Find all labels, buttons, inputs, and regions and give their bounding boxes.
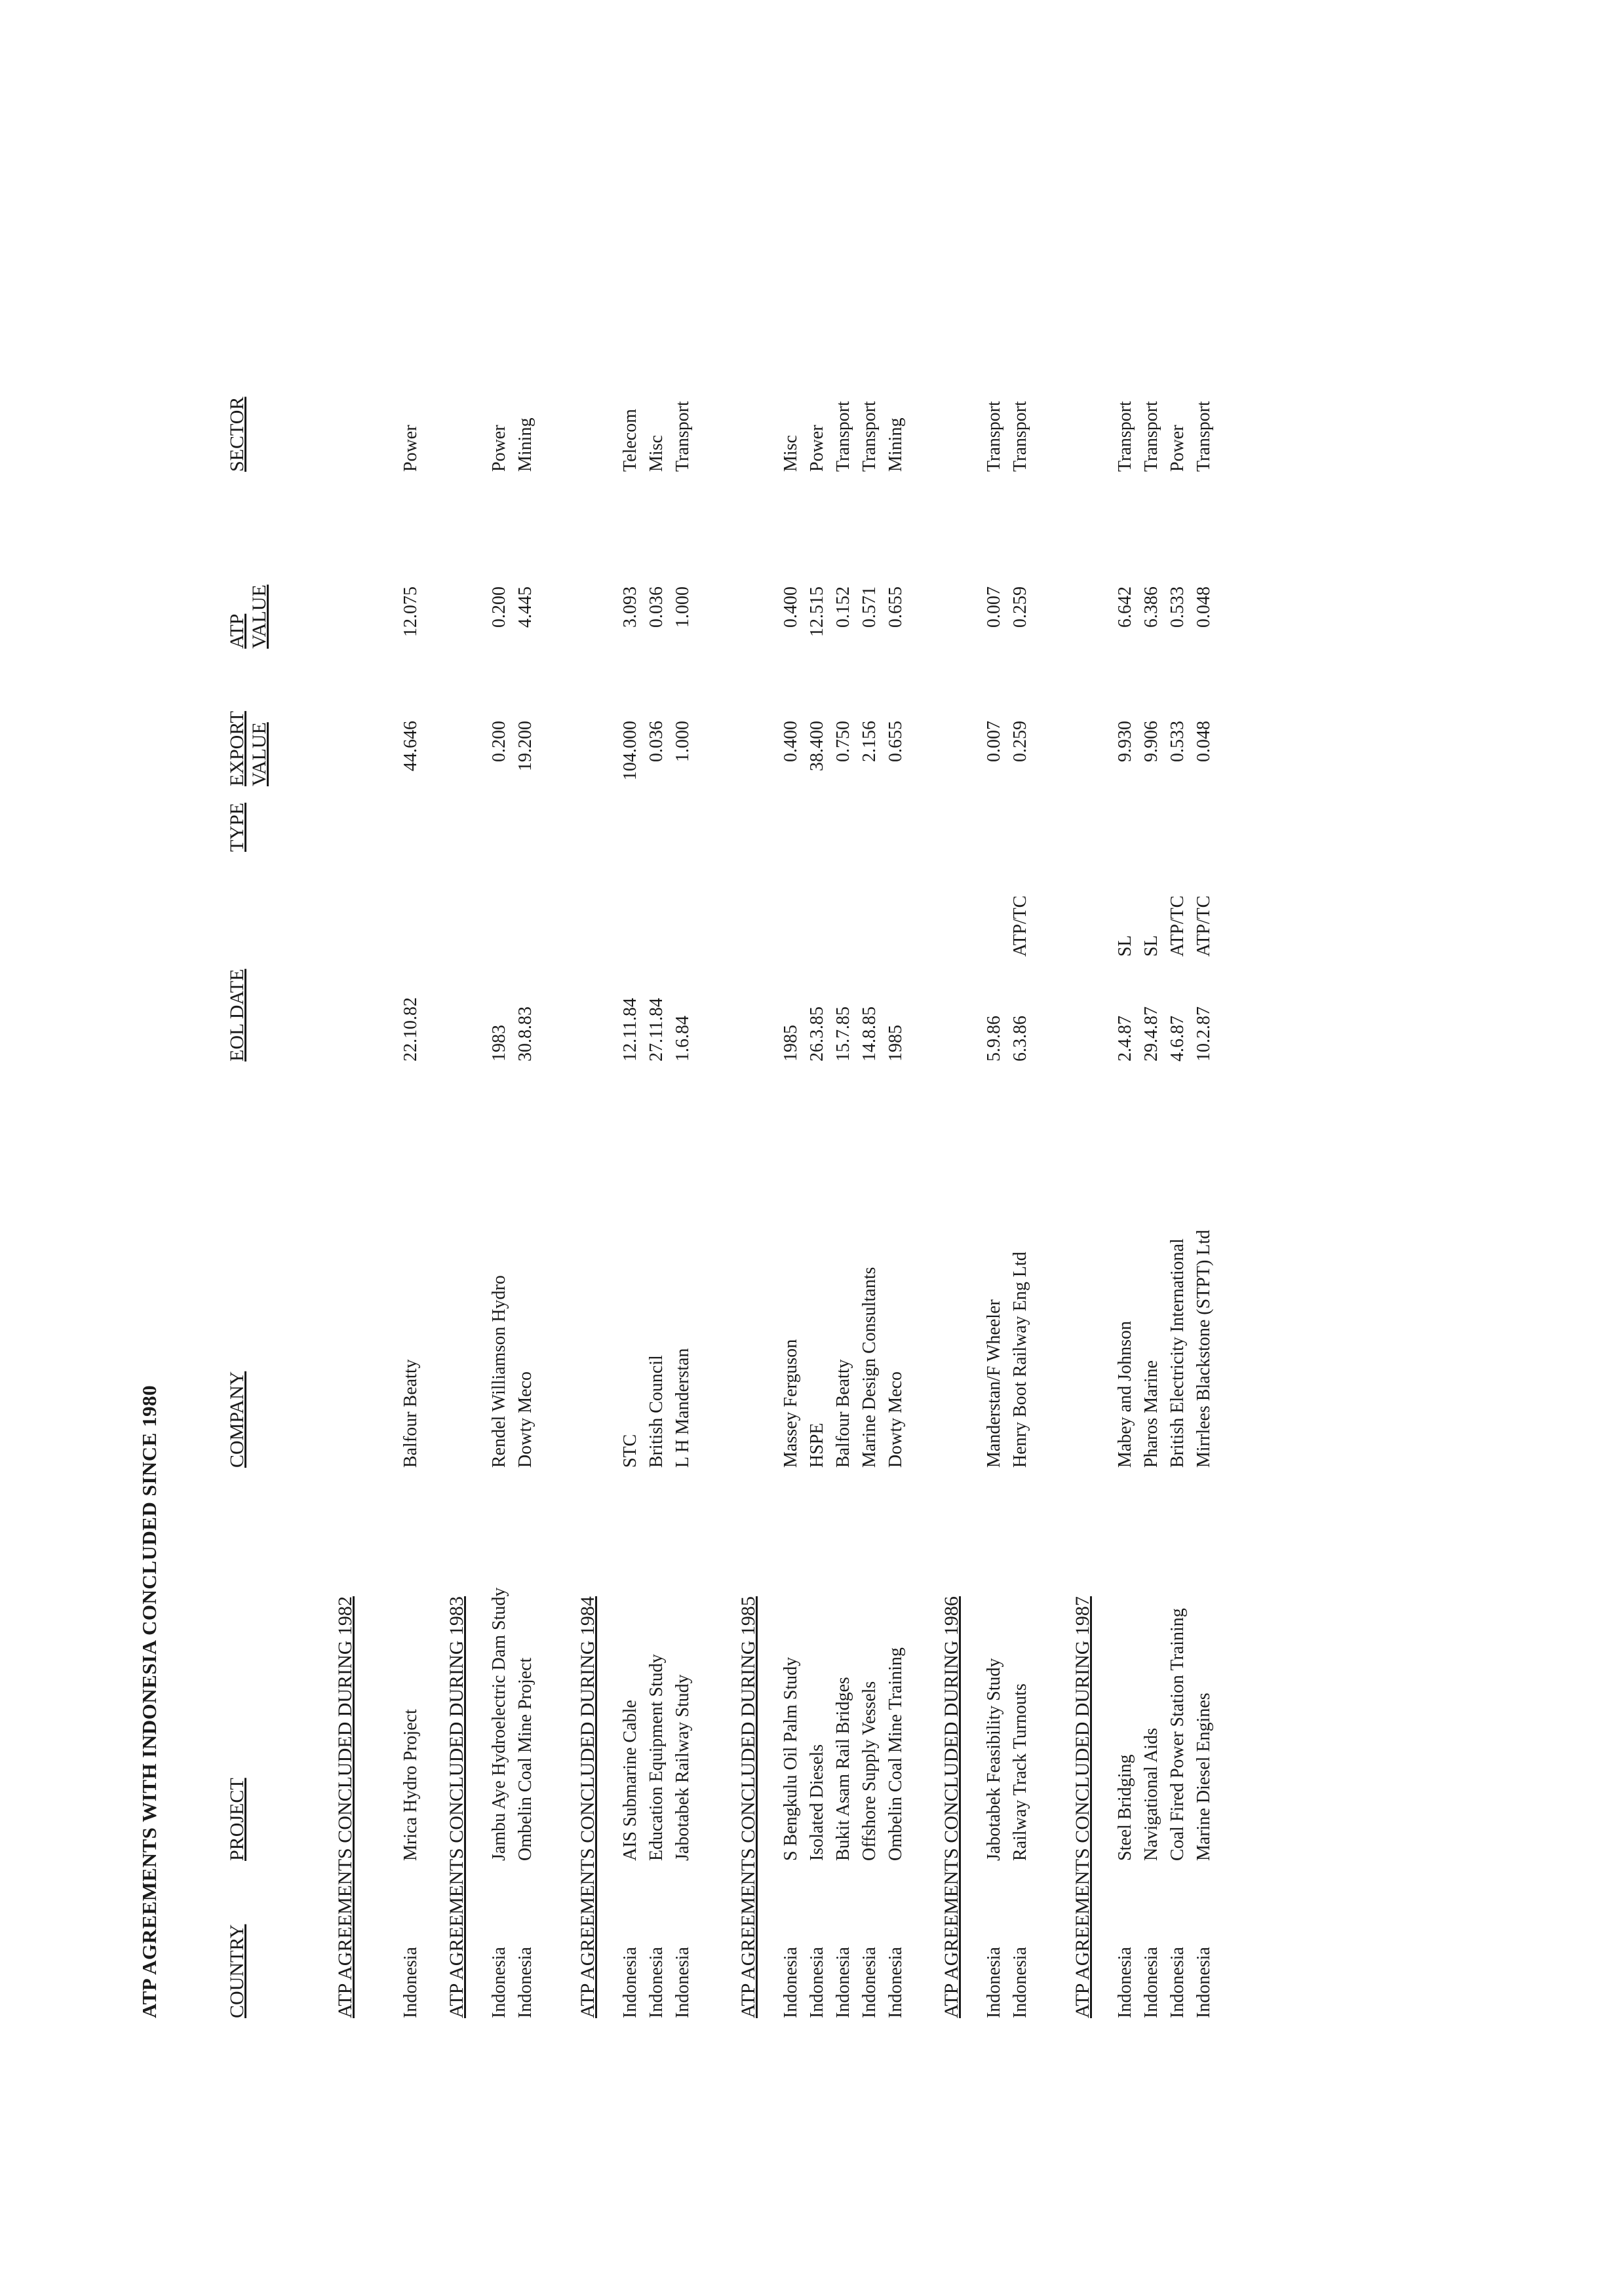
document-title: ATP AGREEMENTS WITH INDONESIA CONCLUDED SINCE 1980 bbox=[138, 1385, 161, 2018]
cell-sector: Mining bbox=[515, 417, 535, 472]
cell-project: Railway Track Turnouts bbox=[1010, 1683, 1030, 1861]
cell-project: Jabotabek Railway Study bbox=[672, 1674, 693, 1861]
cell-atp: 0.200 bbox=[489, 586, 509, 628]
cell-project: Marine Diesel Engines bbox=[1194, 1693, 1214, 1861]
cell-company: Mabey and Johnson bbox=[1115, 1321, 1135, 1468]
cell-eol: 1985 bbox=[781, 1025, 801, 1062]
cell-atp: 0.007 bbox=[984, 586, 1004, 628]
cell-company: L H Manderstan bbox=[672, 1348, 693, 1468]
cell-eol: 27.11.84 bbox=[646, 998, 667, 1062]
cell-export: 0.750 bbox=[833, 721, 853, 762]
cell-atp: 12.075 bbox=[400, 586, 421, 637]
cell-type: SL bbox=[1141, 935, 1161, 957]
header-company: COMPANY bbox=[226, 1371, 248, 1468]
cell-company: Dowty Meco bbox=[515, 1371, 535, 1468]
header-eol-date: EOL DATE bbox=[226, 968, 248, 1062]
cell-sector: Transport bbox=[984, 401, 1004, 472]
cell-eol: 2.4.87 bbox=[1115, 1016, 1135, 1062]
section-heading: ATP AGREEMENTS CONCLUDED DURING 1985 bbox=[737, 1596, 759, 2018]
cell-export: 44.646 bbox=[400, 721, 421, 771]
cell-atp: 4.445 bbox=[515, 586, 535, 628]
cell-company: Marine Design Consultants bbox=[859, 1267, 880, 1468]
table-row bbox=[983, 0, 1005, 2018]
cell-project: Isolated Diesels bbox=[807, 1744, 827, 1861]
section-heading: ATP AGREEMENTS CONCLUDED DURING 1987 bbox=[1072, 1596, 1093, 2018]
cell-atp: 0.571 bbox=[859, 586, 880, 628]
cell-project: S Bengkulu Oil Palm Study bbox=[781, 1656, 801, 1861]
cell-atp: 0.259 bbox=[1010, 586, 1030, 628]
cell-atp: 1.000 bbox=[672, 586, 693, 628]
cell-export: 0.036 bbox=[646, 721, 667, 762]
cell-project: Bukit Asam Rail Bridges bbox=[833, 1677, 853, 1861]
table-row bbox=[1193, 0, 1215, 2018]
table-row bbox=[400, 0, 422, 2018]
cell-project: Mrica Hydro Project bbox=[400, 1709, 421, 1861]
cell-atp: 6.642 bbox=[1115, 586, 1135, 628]
cell-type: ATP/TC bbox=[1010, 895, 1030, 957]
cell-eol: 15.7.85 bbox=[833, 1006, 853, 1062]
cell-export: 19.200 bbox=[515, 721, 535, 771]
cell-project: Ombelin Coal Mine Training bbox=[885, 1647, 906, 1861]
cell-sector: Transport bbox=[859, 401, 880, 472]
table-row bbox=[488, 0, 511, 2018]
cell-export: 0.655 bbox=[885, 721, 906, 762]
section-heading: ATP AGREEMENTS CONCLUDED DURING 1983 bbox=[446, 1596, 467, 2018]
cell-project: Ombelin Coal Mine Project bbox=[515, 1657, 535, 1861]
cell-project: Navigational Aids bbox=[1141, 1728, 1161, 1861]
cell-company: Massey Ferguson bbox=[781, 1339, 801, 1468]
cell-company: Manderstan/F Wheeler bbox=[984, 1299, 1004, 1468]
cell-eol: 12.11.84 bbox=[620, 998, 640, 1062]
table-row bbox=[1009, 0, 1032, 2018]
cell-atp: 0.048 bbox=[1194, 586, 1214, 628]
cell-company: Balfour Beatty bbox=[400, 1359, 421, 1468]
cell-sector: Misc bbox=[646, 435, 667, 472]
cell-sector: Transport bbox=[1194, 401, 1214, 472]
cell-export: 38.400 bbox=[807, 721, 827, 771]
cell-country: Indonesia bbox=[885, 1947, 906, 2018]
cell-project: Jabotabek Feasibility Study bbox=[984, 1658, 1004, 1861]
cell-country: Indonesia bbox=[807, 1947, 827, 2018]
cell-country: Indonesia bbox=[781, 1947, 801, 2018]
cell-project: Coal Fired Power Station Training bbox=[1167, 1608, 1188, 1861]
cell-atp: 0.036 bbox=[646, 586, 667, 628]
section-heading: ATP AGREEMENTS CONCLUDED DURING 1984 bbox=[577, 1596, 598, 2018]
cell-atp: 0.533 bbox=[1167, 586, 1188, 628]
cell-atp: 0.400 bbox=[781, 586, 801, 628]
cell-project: Steel Bridging bbox=[1115, 1754, 1135, 1861]
cell-sector: Power bbox=[489, 425, 509, 472]
header-export-value-line2: VALUE bbox=[248, 722, 270, 786]
table-row bbox=[672, 0, 694, 2018]
cell-company: STC bbox=[620, 1434, 640, 1468]
section-heading: ATP AGREEMENTS CONCLUDED DURING 1982 bbox=[334, 1596, 356, 2018]
table-row bbox=[832, 0, 855, 2018]
cell-sector: Power bbox=[807, 425, 827, 472]
cell-type: SL bbox=[1115, 935, 1135, 957]
cell-project: Education Equipment Study bbox=[646, 1654, 667, 1861]
cell-eol: 22.10.82 bbox=[400, 997, 421, 1062]
cell-atp: 3.093 bbox=[620, 586, 640, 628]
cell-project: Offshore Supply Vessels bbox=[859, 1681, 880, 1861]
table-row bbox=[1140, 0, 1163, 2018]
cell-country: Indonesia bbox=[1167, 1947, 1188, 2018]
cell-company: Balfour Beatty bbox=[833, 1359, 853, 1468]
cell-country: Indonesia bbox=[984, 1947, 1004, 2018]
header-project: PROJECT bbox=[226, 1778, 248, 1861]
cell-eol: 30.8.83 bbox=[515, 1006, 535, 1062]
cell-sector: Transport bbox=[1141, 401, 1161, 472]
rotated-sheet bbox=[138, 0, 1304, 2018]
table-row bbox=[1114, 0, 1137, 2018]
cell-sector: Power bbox=[400, 425, 421, 472]
table-row bbox=[806, 0, 828, 2018]
cell-country: Indonesia bbox=[672, 1947, 693, 2018]
cell-country: Indonesia bbox=[1115, 1947, 1135, 2018]
cell-company: British Electricity International bbox=[1167, 1238, 1188, 1468]
cell-eol: 26.3.85 bbox=[807, 1006, 827, 1062]
header-export-value bbox=[226, 711, 271, 786]
cell-country: Indonesia bbox=[400, 1947, 421, 2018]
cell-sector: Mining bbox=[885, 417, 906, 472]
cell-country: Indonesia bbox=[1141, 1947, 1161, 2018]
cell-export: 0.259 bbox=[1010, 721, 1030, 762]
cell-export: 0.200 bbox=[489, 721, 509, 762]
table-row bbox=[780, 0, 802, 2018]
cell-eol: 1983 bbox=[489, 1025, 509, 1062]
cell-type: ATP/TC bbox=[1194, 895, 1214, 957]
cell-company: Mirrlees Blackstone (STPT) Ltd bbox=[1194, 1229, 1214, 1468]
header-atp-value bbox=[226, 584, 271, 649]
table-row bbox=[619, 0, 642, 2018]
table-row bbox=[859, 0, 881, 2018]
cell-export: 0.007 bbox=[984, 721, 1004, 762]
cell-type: ATP/TC bbox=[1167, 895, 1188, 957]
cell-eol: 1.6.84 bbox=[672, 1016, 693, 1062]
cell-company: Henry Boot Railway Eng Ltd bbox=[1010, 1252, 1030, 1468]
cell-eol: 14.8.85 bbox=[859, 1006, 880, 1062]
cell-sector: Misc bbox=[781, 435, 801, 472]
cell-project: AIS Submarine Cable bbox=[620, 1700, 640, 1861]
cell-sector: Transport bbox=[1115, 401, 1135, 472]
cell-atp: 0.655 bbox=[885, 586, 906, 628]
cell-eol: 4.6.87 bbox=[1167, 1016, 1188, 1062]
header-country: COUNTRY bbox=[226, 1924, 248, 2018]
cell-country: Indonesia bbox=[489, 1947, 509, 2018]
cell-eol: 5.9.86 bbox=[984, 1016, 1004, 1062]
cell-project: Jambu Aye Hydroelectric Dam Study bbox=[489, 1587, 509, 1861]
cell-atp: 0.152 bbox=[833, 586, 853, 628]
cell-country: Indonesia bbox=[646, 1947, 667, 2018]
cell-sector: Telecom bbox=[620, 409, 640, 472]
cell-country: Indonesia bbox=[1010, 1947, 1030, 2018]
header-atp-value-line2: VALUE bbox=[248, 584, 270, 649]
cell-company: Dowty Meco bbox=[885, 1371, 906, 1468]
cell-country: Indonesia bbox=[620, 1947, 640, 2018]
header-type: TYPE bbox=[226, 803, 248, 852]
cell-country: Indonesia bbox=[833, 1947, 853, 2018]
header-sector: SECTOR bbox=[226, 396, 248, 472]
cell-country: Indonesia bbox=[1194, 1947, 1214, 2018]
cell-atp: 6.386 bbox=[1141, 586, 1161, 628]
cell-export: 2.156 bbox=[859, 721, 880, 762]
table-row bbox=[885, 0, 907, 2018]
cell-country: Indonesia bbox=[859, 1947, 880, 2018]
header-atp-value-line1: ATP bbox=[226, 613, 248, 649]
table-row bbox=[515, 0, 537, 2018]
cell-export: 0.400 bbox=[781, 721, 801, 762]
cell-sector: Transport bbox=[1010, 401, 1030, 472]
cell-export: 1.000 bbox=[672, 721, 693, 762]
cell-atp: 12.515 bbox=[807, 586, 827, 637]
cell-export: 0.048 bbox=[1194, 721, 1214, 762]
cell-export: 104.000 bbox=[620, 721, 640, 780]
cell-export: 0.533 bbox=[1167, 721, 1188, 762]
cell-eol: 6.3.86 bbox=[1010, 1016, 1030, 1062]
table-row bbox=[646, 0, 668, 2018]
table-row bbox=[1167, 0, 1189, 2018]
cell-eol: 10.2.87 bbox=[1194, 1006, 1214, 1062]
cell-export: 9.906 bbox=[1141, 721, 1161, 762]
cell-company: HSPE bbox=[807, 1423, 827, 1468]
cell-country: Indonesia bbox=[515, 1947, 535, 2018]
cell-eol: 29.4.87 bbox=[1141, 1006, 1161, 1062]
cell-company: Rendel Williamson Hydro bbox=[489, 1275, 509, 1468]
section-heading: ATP AGREEMENTS CONCLUDED DURING 1986 bbox=[941, 1596, 962, 2018]
cell-export: 9.930 bbox=[1115, 721, 1135, 762]
cell-company: Pharos Marine bbox=[1141, 1360, 1161, 1468]
cell-sector: Power bbox=[1167, 425, 1188, 472]
cell-company: British Council bbox=[646, 1355, 667, 1468]
cell-sector: Transport bbox=[833, 401, 853, 472]
header-export-value-line1: EXPORT bbox=[226, 711, 248, 786]
cell-eol: 1985 bbox=[885, 1025, 906, 1062]
cell-sector: Transport bbox=[672, 401, 693, 472]
